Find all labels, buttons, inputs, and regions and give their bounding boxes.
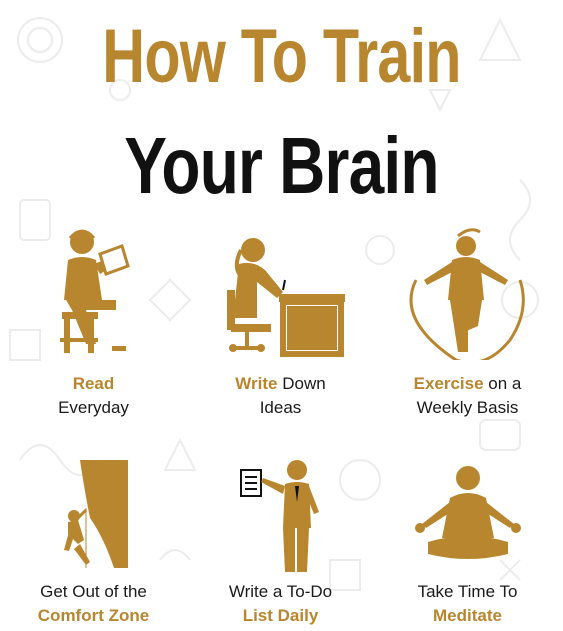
reading-person-icon: [0, 220, 187, 360]
tip-1-line2: Everyday: [58, 398, 129, 417]
tip-comfort-zone: [0, 456, 187, 631]
meditating-person-icon: [374, 456, 561, 576]
tip-3-line1: on a: [483, 374, 522, 393]
tip-caption-5: [187, 580, 374, 628]
tip-read-everyday: [0, 220, 187, 425]
tip-2-line1: Down: [277, 374, 326, 393]
tip-2-highlight: Write: [235, 374, 278, 393]
writing-at-desk-icon: [187, 220, 374, 360]
tip-write-down-ideas: [187, 220, 374, 425]
tip-5-line1: Write a To-Do: [228, 582, 333, 601]
presenting-list-icon: [187, 456, 374, 576]
tip-3-line2: Weekly Basis: [416, 398, 519, 417]
tip-4-highlight: Comfort Zone: [37, 606, 150, 625]
tip-5-highlight: List Daily: [242, 606, 319, 625]
tip-2-line2: Ideas: [259, 398, 302, 417]
title-line-1: How To Train: [102, 14, 461, 99]
tip-6-highlight: Meditate: [433, 606, 502, 625]
tip-1-highlight: Read: [72, 374, 115, 393]
tip-exercise-weekly: [374, 220, 561, 425]
tip-caption-3: [374, 372, 561, 420]
tip-caption-2: [187, 372, 374, 420]
tip-meditate: [374, 456, 561, 631]
tip-todo-list: [187, 456, 374, 631]
tip-caption-4: [0, 580, 187, 628]
jump-rope-icon: [374, 220, 561, 360]
rock-climber-icon: [0, 456, 187, 576]
tip-caption-1: [0, 372, 187, 420]
tip-6-line1: Take Time To: [417, 582, 518, 601]
tip-4-line1: Get Out of the: [40, 582, 147, 601]
title-line-2: Your Brain: [124, 121, 439, 210]
tip-caption-6: [374, 580, 561, 628]
tip-3-highlight: Exercise: [413, 374, 484, 393]
